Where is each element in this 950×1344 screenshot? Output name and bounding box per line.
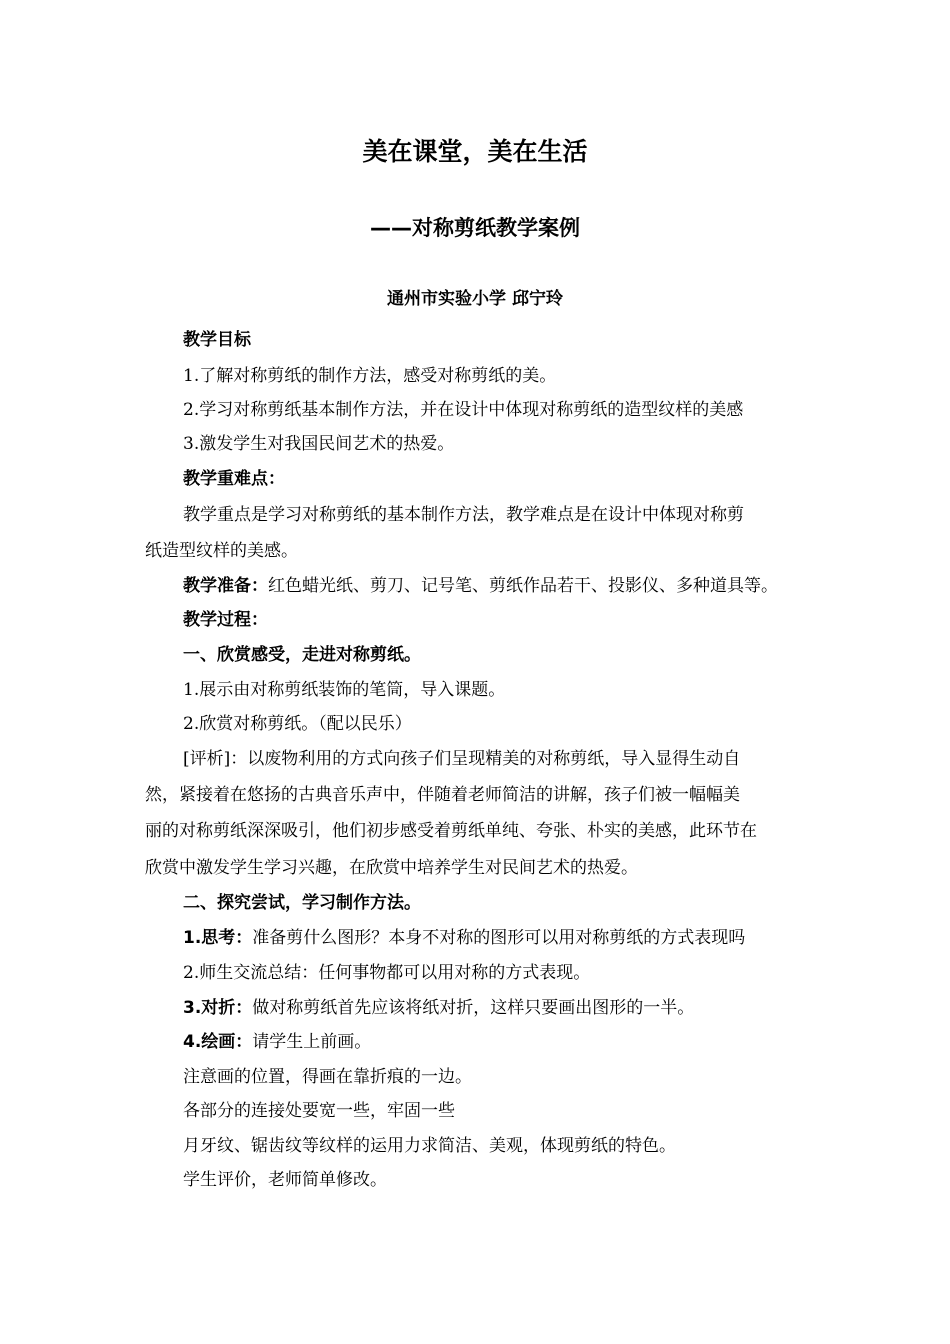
section1-item: 2.欣赏对称剪纸。（配以民乐） (183, 714, 412, 734)
step4-label: 4.绘画： (183, 1032, 253, 1052)
step2-line: 2.师生交流总结：任何事物都可以用对称的方式表现。 (183, 963, 591, 983)
step3-line (183, 996, 694, 1020)
note-line: 学生评价，老师简单修改。 (183, 1170, 387, 1190)
section1-heading: 一、欣赏感受，走进对称剪纸。 (183, 645, 421, 665)
objective-item: 2.学习对称剪纸基本制作方法，并在设计中体现对称剪纸的造型纹样的美感 (183, 400, 744, 420)
preparation-line (183, 574, 778, 598)
objectives-heading: 教学目标 (183, 330, 251, 350)
note-line: 注意画的位置，得画在靠折痕的一边。 (183, 1067, 472, 1087)
comment-line: 丽的对称剪纸深深吸引，他们初步感受着剪纸单纯、夸张、朴实的美感，此环节在 (145, 821, 757, 841)
doc-author: 通州市实验小学 邱宁玲 (387, 289, 563, 309)
step1-label: 1.思考： (183, 928, 253, 948)
step4-line (183, 1030, 371, 1054)
comment-line: 然，紧接着在悠扬的古典音乐声中，伴随着老师简洁的讲解，孩子们被一幅幅美 (145, 785, 740, 805)
comment-line: 欣赏中激发学生学习兴趣，在欣赏中培养学生对民间艺术的热爱。 (145, 858, 638, 878)
step1-line (183, 926, 745, 950)
section2-heading: 二、探究尝试，学习制作方法。 (183, 893, 421, 913)
keypoints-heading: 教学重难点： (183, 469, 285, 489)
preparation-label: 教学准备： (183, 576, 268, 596)
comment-line: [评析]：以废物利用的方式向孩子们呈现精美的对称剪纸，导入显得生动自 (183, 749, 741, 769)
objective-item: 3.激发学生对我国民间艺术的热爱。 (183, 434, 455, 454)
doc-subtitle: ——对称剪纸教学案例 (370, 216, 580, 240)
objective-item: 1.了解对称剪纸的制作方法，感受对称剪纸的美。 (183, 366, 557, 386)
note-line: 各部分的连接处要宽一些，牢固一些 (183, 1101, 455, 1121)
doc-title: 美在课堂，美在生活 (362, 137, 588, 166)
step4-text: 请学生上前画。 (252, 1032, 372, 1052)
note-line: 月牙纹、锯齿纹等纹样的运用力求简洁、美观，体现剪纸的特色。 (183, 1136, 676, 1156)
preparation-text: 红色蜡光纸、剪刀、记号笔、剪纸作品若干、投影仪、多种道具等。 (268, 576, 778, 596)
keypoints-text-cont: 纸造型纹样的美感。 (145, 541, 298, 561)
step3-text: 做对称剪纸首先应该将纸对折，这样只要画出图形的一半。 (252, 998, 695, 1018)
keypoints-text: 教学重点是学习对称剪纸的基本制作方法，教学难点是在设计中体现对称剪 (183, 505, 744, 525)
step3-label: 3.对折： (183, 998, 253, 1018)
step1-text: 准备剪什么图形？本身不对称的图形可以用对称剪纸的方式表现吗 (252, 928, 746, 948)
section1-item: 1.展示由对称剪纸装饰的笔筒，导入课题。 (183, 680, 506, 700)
process-heading: 教学过程： (183, 610, 268, 630)
